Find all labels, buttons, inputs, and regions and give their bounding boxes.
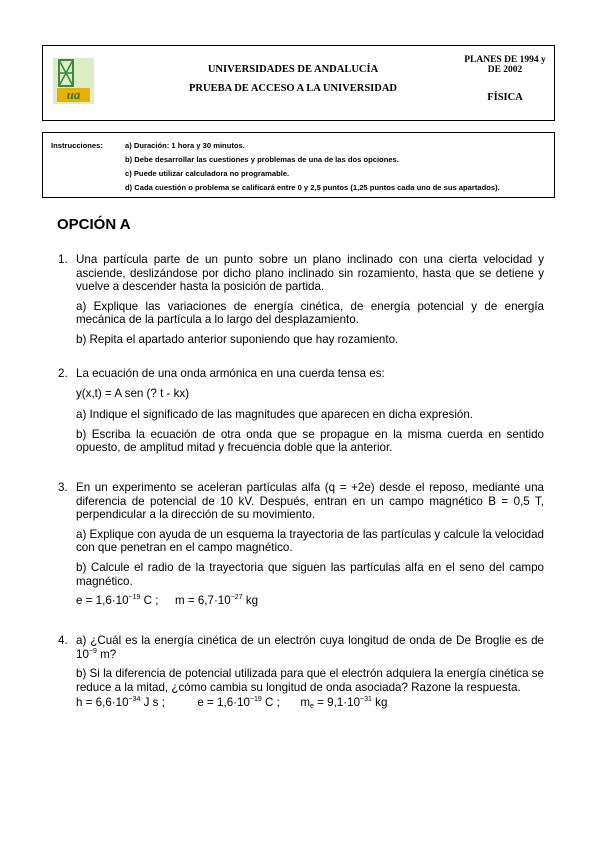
question-part-b: b) Escriba la ecuación de otra onda que se propague en la misma cuerda en sentido opuesto, de amplitud mitad y frecuencia doble que la anterior. (76, 427, 544, 455)
charge-unit: C ; (265, 696, 280, 710)
mass-value: m = 6,7·10 (174, 594, 231, 608)
question-part-a: a) Explique con ayuda de un esquema la trayectoria de las partículas y calcule la velocidad con que penetran en el campo magnético. (76, 527, 544, 555)
charge-unit: C ; (143, 594, 159, 608)
question-part-a: a) Indique el significado de las magnitudes que aparecen en dicha expresión. (76, 408, 474, 422)
electron-mass-symbol: m (300, 696, 311, 710)
mass-exponent: −27 (230, 594, 243, 602)
planck-exponent: −34 (128, 696, 141, 704)
planck-unit: J s ; (143, 696, 165, 710)
instructions-label: Instrucciones: (51, 141, 103, 150)
header-exam-name: PRUEBA DE ACCESO A LA UNIVERSIDAD (188, 82, 397, 94)
question-stem: La ecuación de una onda armónica en una cuerda tensa es: (76, 367, 385, 380)
exam-header (42, 45, 555, 121)
question-data (76, 696, 544, 710)
electron-mass-unit: kg (375, 696, 388, 710)
header-title (143, 65, 443, 94)
option-title: OPCIÓN A (57, 216, 131, 233)
electron-mass-value: = 9,1·10 (317, 696, 361, 710)
plan-line-2: DE 2002 (487, 64, 523, 75)
question-part-a: a) Explique las variaciones de energía cinética, de energía potencial y de energía mecánica de la partícula a lo largo del desplazamiento. (76, 299, 544, 327)
question-number: 3. (58, 481, 68, 494)
header-university: UNIVERSIDADES DE ANDALUCÍA (207, 64, 379, 75)
instructions-list (125, 141, 500, 197)
question-1 (58, 253, 544, 353)
question-part-b: b) Calcule el radio de la trayectoria que siguen las partículas alfa en el seno del campo magnético. (76, 560, 544, 588)
question-2 (58, 367, 544, 461)
planck-value: h = 6,6·10 (76, 696, 129, 710)
question-part-a (76, 634, 544, 661)
question-number: 1. (58, 253, 68, 266)
question-part-b: b) Repita el apartado anterior suponiendo que hay rozamiento. (76, 332, 399, 346)
mass-unit: kg (245, 594, 259, 608)
logo-text: ua (66, 87, 81, 102)
instruction-item: b) Debe desarrollar las cuestiones y problemas de una de las dos opciones. (125, 155, 399, 164)
plan-line-1: PLANES DE 1994 y (464, 55, 546, 65)
header-plan (455, 56, 555, 103)
part-a-unit: m? (100, 647, 117, 661)
question-stem: Una partícula parte de un punto sobre un plano inclinado con una cierta velocidad y asciende, deslizándose por dicho plano inclinado sin rozamiento, hasta que se detiene y vuelve a descender hasta la posición de partida. (76, 253, 544, 294)
question-part-b: b) Si la diferencia de potencial utilizada para que el electrón adquiera la energía cinética se reduce a la mitad, ¿cómo cambia su longitud de onda asociada? Razone la respuesta. (76, 667, 544, 694)
charge-exponent: −19 (249, 696, 262, 704)
charge-value: e = 1,6·10 (76, 594, 129, 608)
question-number: 4. (58, 634, 68, 647)
question-4 (58, 634, 544, 716)
question-data (76, 594, 544, 608)
electron-mass-exponent: −31 (360, 696, 372, 704)
instruction-item: d) Cada cuestión o problema se calificará entre 0 y 2,5 puntos (1,25 puntos cada uno de sus apartados). (125, 183, 500, 192)
part-a-text: a) ¿Cuál es la energía cinética de un electrón cuya longitud de onda de De Broglie es de 10 (76, 634, 544, 661)
electron-mass-subscript: e (310, 703, 314, 711)
instruction-item: c) Puede utilizar calculadora no programable. (125, 169, 290, 178)
question-stem: En un experimento se aceleran partículas alfa (q = +2e) desde el reposo, mediante una diferencia de potencial de 10 kV. Después, entran en un campo magnético B = 0,5 T, perpendicular a la dirección de su movimiento. (76, 481, 544, 522)
charge-value: e = 1,6·10 (197, 696, 250, 710)
question-3 (58, 481, 544, 614)
part-a-exponent: −9 (88, 647, 97, 655)
charge-exponent: −19 (128, 594, 141, 602)
instructions-box (42, 132, 555, 198)
wave-equation: y(x,t) = A sen (? t - kx) (76, 386, 190, 400)
subject-title: FÍSICA (487, 91, 523, 103)
question-number: 2. (58, 367, 68, 380)
university-logo-icon (53, 58, 94, 104)
instruction-item: a) Duración: 1 hora y 30 minutos. (125, 141, 245, 150)
